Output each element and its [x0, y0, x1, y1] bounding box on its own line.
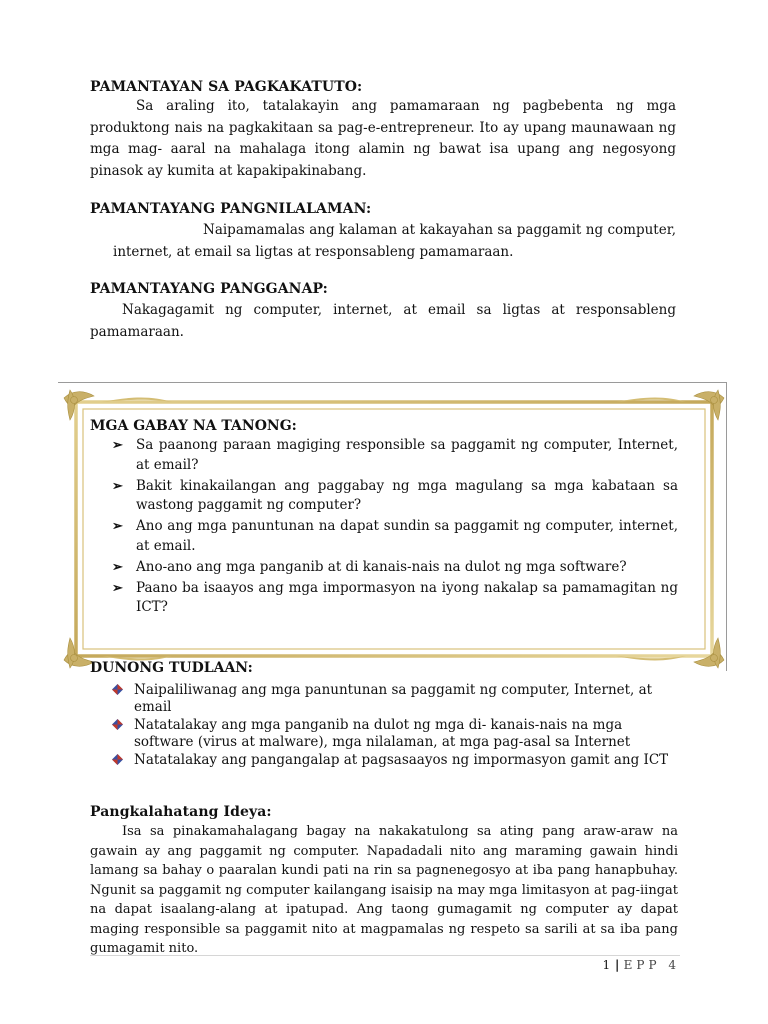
footer-divider: [90, 955, 680, 956]
page-number: 1: [602, 958, 611, 972]
heading-pangnilalaman: PAMANTAYANG PANGNILALAMAN:: [90, 201, 372, 217]
question-item: [112, 579, 678, 618]
arrow-right-icon: ➢: [112, 519, 123, 534]
paragraph-pangnilalaman: [113, 220, 676, 263]
objective-item: [112, 717, 672, 751]
question-text: Bakit kinakailangan ang paggabay ng mga magulang sa mga kabataan sa wastong paggamit ng computer?: [136, 477, 678, 513]
heading-dunong: DUNONG TUDLAAN:: [90, 660, 253, 676]
question-text: Ano-ano ang mga panganib at di kanais-nais na dulot ng mga software?: [136, 558, 627, 575]
heading-pagkakatuto: PAMANTAYAN SA PAGKAKATUTO:: [90, 79, 363, 95]
footer-separator: |: [614, 958, 620, 972]
diamond-bullet-icon: [112, 754, 123, 765]
objective-text: Naipaliliwanag ang mga panuntunan sa paggamit ng computer, Internet, at email: [134, 682, 653, 715]
question-text: Ano ang mga panuntunan na dapat sundin sa paggamit ng computer, internet, at email.: [136, 518, 678, 554]
question-text: Paano ba isaayos ang mga impormasyon na iyong nakalap sa pamamagitan ng ICT?: [136, 579, 678, 615]
objective-item: [112, 682, 672, 716]
heading-gabay: MGA GABAY NA TANONG:: [90, 418, 297, 434]
question-item: [112, 517, 678, 556]
pangnilalaman-line-1: Naipamamalas ang kalaman at kakayahan sa paggamit ng computer,: [203, 222, 676, 238]
objective-item: [112, 752, 672, 769]
corner-ornament-top-right: [694, 390, 724, 420]
corner-ornament-bottom-right: [694, 638, 724, 668]
arrow-right-icon: ➢: [112, 580, 123, 596]
heading-pangganap: PAMANTAYANG PANGGANAP:: [90, 281, 328, 297]
question-item: [112, 558, 678, 578]
footer-label: EPP 4: [623, 958, 680, 972]
question-item: [112, 436, 678, 475]
paragraph-pagkakatuto: Sa araling ito, tatalakayin ang pamamaraan ng pagbebenta ng mga produktong nais na pagkakitaan sa pag-e-entrepreneur. Ito ay upang maunawaan ng mga mag- aaral na mahalaga itong alamin ng bawat isa upang ang negosyong pinasok ay kumita at kapakipakinabang.: [90, 98, 676, 179]
paragraph-pangganap: Nakagagamit ng computer, internet, at email sa ligtas at responsableng pamamaraan.: [90, 302, 676, 340]
arrow-right-icon: ➢: [112, 438, 123, 453]
question-text: Sa paanong paraan magiging responsible sa paggamit ng computer, Internet, at email?: [136, 437, 678, 473]
objective-text: Natatalakay ang mga panganib na dulot ng mga di- kanais-nais na mga software (virus at malware), mga nilalaman, at mga pag-asal sa Internet: [134, 717, 631, 750]
pangnilalaman-line-2: internet, at email sa ligtas at responsableng pamamaraan.: [113, 243, 514, 260]
objective-list: [112, 682, 672, 770]
question-list: [112, 436, 678, 619]
corner-ornament-top-left: [64, 390, 94, 420]
page-footer: [602, 958, 680, 972]
objective-text: Natatalakay ang pangangalap at pagsasaayos ng impormasyon gamit ang ICT: [134, 752, 669, 768]
heading-ideya: Pangkalahatang Ideya:: [90, 804, 272, 820]
question-item: [112, 477, 678, 516]
diamond-bullet-icon: [112, 719, 123, 730]
arrow-right-icon: ➢: [112, 478, 123, 494]
paragraph-ideya: Isa sa pinakamahalagang bagay na nakakatulong sa ating pang araw-araw na gawain ay ang paggamit ng computer. Napadadali nito ang maraming gawain hindi lamang sa bahay o paaralan kundi pati na rin sa pagnenegosyo at iba pang hanapbuhay. Ngunit sa paggamit ng computer kailangang isaisip na may mga limitasyon at pag-iingat na dapat isaalang-alang at ipatupad. Ang taong gumagamit ng computer ay dapat maging responsible sa paggamit nito at magpamalas ng respeto sa sarili at sa iba pang gumagamit nito.: [90, 824, 678, 956]
arrow-right-icon: ➢: [112, 559, 123, 575]
diamond-bullet-icon: [112, 684, 123, 695]
